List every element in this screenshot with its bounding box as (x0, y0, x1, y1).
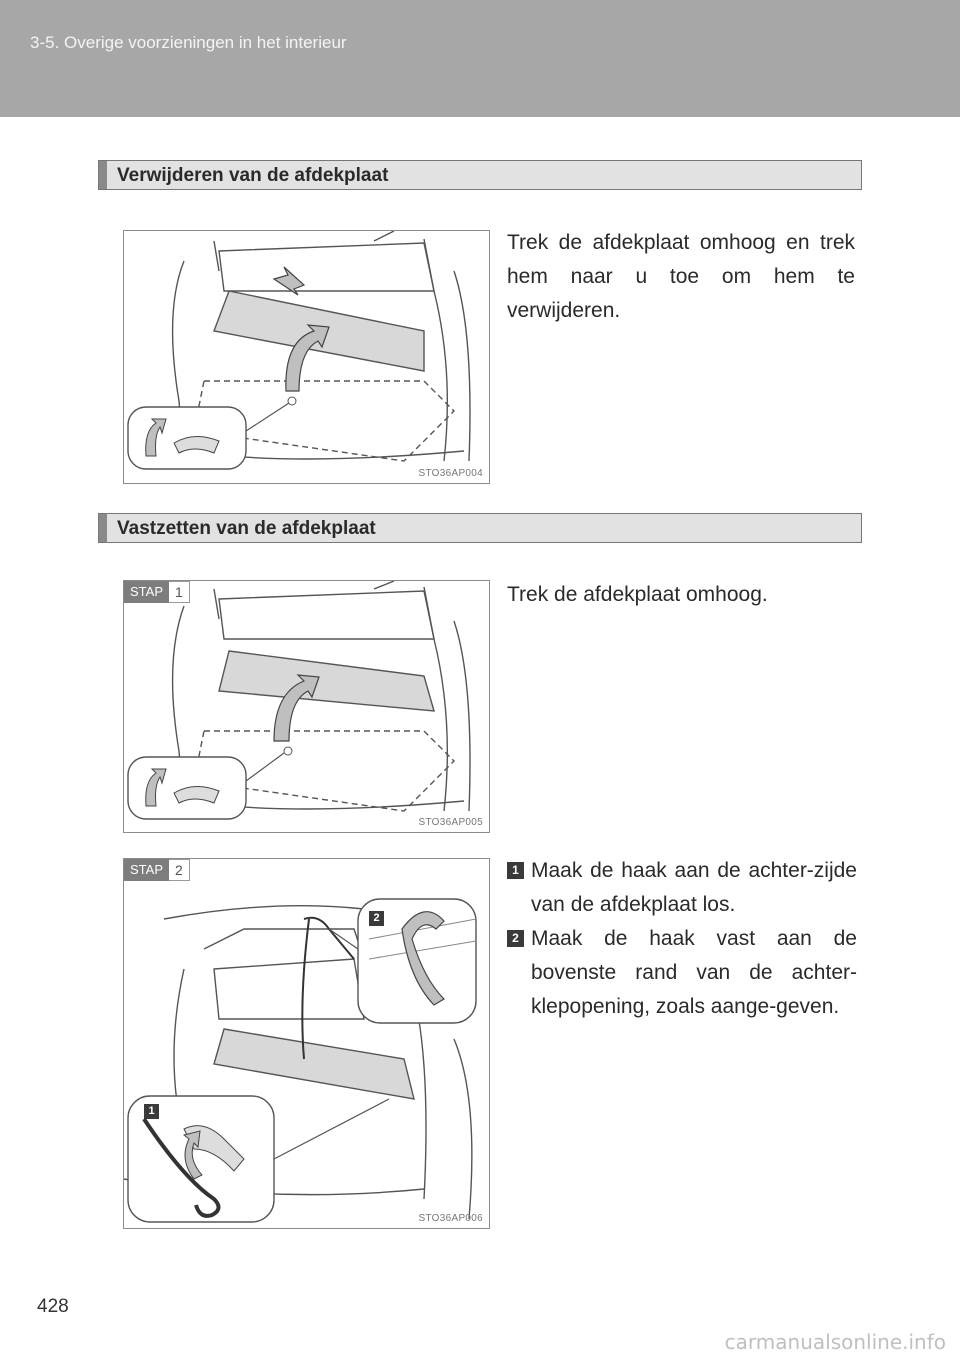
figure-code: STO36AP004 (418, 468, 483, 479)
trunk-illustration (124, 581, 489, 832)
figure-step-1 (123, 580, 490, 833)
page-header (0, 0, 960, 117)
list-item (507, 854, 857, 922)
step-label: STAP (124, 859, 169, 881)
instruction-remove: Trek de afdekplaat omhoog en trek hem naar u toe om hem te verwijderen. (507, 231, 855, 322)
step-badge (124, 581, 190, 603)
step-badge (124, 859, 190, 881)
section-heading-label: Vastzetten van de afdekplaat (117, 518, 376, 539)
step-number: 1 (169, 581, 190, 603)
step-number: 2 (169, 859, 190, 881)
section-heading-label: Verwijderen van de afdekplaat (117, 165, 389, 186)
list-number: 2 (507, 930, 524, 947)
list-text: Maak de haak aan de achter-zijde van de afdekplaat los. (531, 859, 857, 916)
list-number: 1 (507, 862, 524, 879)
watermark: carmanualsonline.info (724, 1330, 946, 1354)
page-number: 428 (37, 1296, 69, 1317)
callout-number-2: 2 (369, 911, 384, 926)
section-heading-attach (98, 513, 862, 543)
step-label: STAP (124, 581, 169, 603)
chapter-title: 3-5. Overige voorzieningen in het interieur (30, 33, 347, 52)
figure-code: STO36AP006 (418, 1213, 483, 1224)
figure-remove-cover (123, 230, 490, 484)
trunk-illustration (124, 231, 489, 483)
figure-code: STO36AP005 (418, 817, 483, 828)
section-heading-remove (98, 160, 862, 190)
section-tab (99, 514, 107, 542)
list-text: Maak de haak vast aan de bovenste rand van de achter-klepopening, zoals aange-geven. (531, 927, 857, 1018)
instruction-step-1: Trek de afdekplaat omhoog. (507, 583, 768, 606)
list-item (507, 922, 857, 1024)
callout-number-1: 1 (144, 1104, 159, 1119)
trunk-hook-illustration (124, 859, 489, 1228)
figure-step-2 (123, 858, 490, 1229)
section-tab (99, 161, 107, 189)
